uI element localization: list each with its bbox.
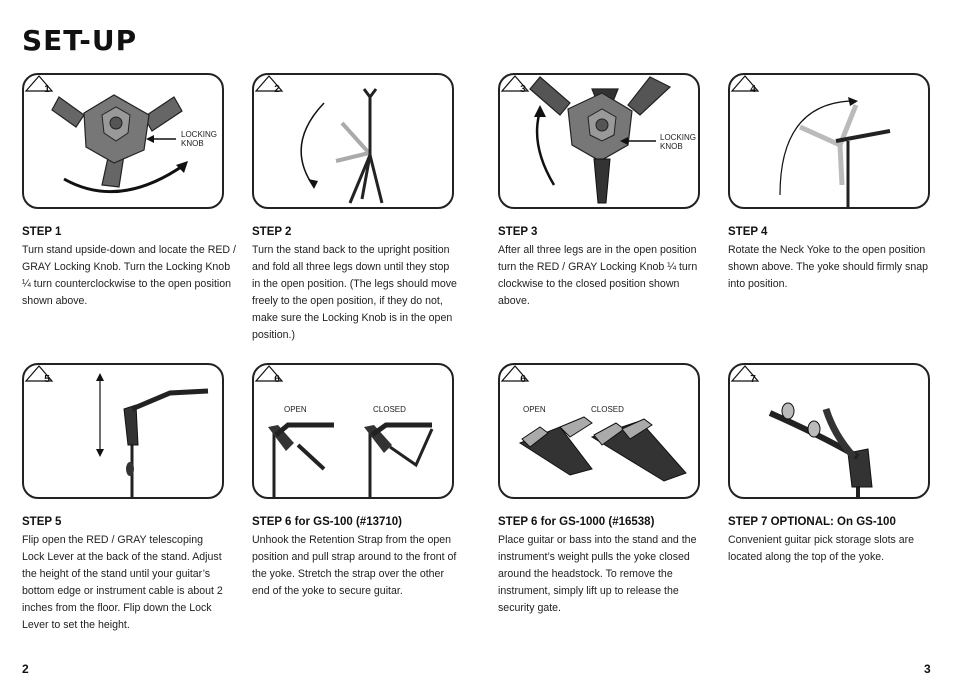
step-heading: STEP 1: [22, 226, 62, 238]
illustration-panel-6-gs1000: [498, 363, 700, 499]
step-4-text-block: [728, 226, 934, 293]
step-heading: STEP 6 for GS-1000 (#16538): [498, 516, 655, 528]
illustration-panel-7: [728, 363, 930, 499]
open-label: OPEN: [523, 405, 546, 414]
step-heading: STEP 2: [252, 226, 292, 238]
locking-knob-callout: LOCKING KNOB: [181, 130, 218, 148]
step-heading: STEP 6 for GS-100 (#13710): [252, 516, 402, 528]
illustration-panel-3: [498, 73, 700, 209]
step-badge-number: 2: [274, 84, 280, 95]
step-badge-number: 1: [44, 84, 50, 95]
step-badge-number: 6: [520, 374, 526, 385]
step-heading: STEP 7 OPTIONAL: On GS-100: [728, 516, 896, 528]
step-description: Convenient guitar pick storage slots are located along the top of the yoke.: [728, 534, 915, 563]
retention-strap-illustration: [254, 365, 454, 499]
step-7-text-block: [728, 516, 934, 566]
step-badge-number: 3: [520, 84, 526, 95]
illustration-panel-1: [22, 73, 224, 209]
step-description: Place guitar or bass into the stand and the instrument’s weight pulls the yoke closed around the headstock. To remove the instrument, simply lift up to release the security gate.: [498, 534, 697, 614]
neck-yoke-rotation-illustration: [730, 75, 930, 209]
step-heading: STEP 5: [22, 516, 62, 528]
step-badge-number: 5: [44, 374, 50, 385]
height-adjustment-illustration: [24, 365, 224, 499]
open-label: OPEN: [284, 405, 307, 414]
step-heading: STEP 4: [728, 226, 768, 238]
step-3-text-block: [498, 226, 704, 310]
illustration-panel-4: [728, 73, 930, 209]
step-6-gs1000-text-block: [498, 516, 708, 617]
step-badge-number: 4: [750, 84, 756, 95]
step-description: Turn stand upside-down and locate the RED / GRAY Locking Knob. Turn the Locking Knob ¼ turn counterclockwise to the open position shown above.: [22, 244, 236, 307]
page-title: SET-UP: [22, 24, 138, 57]
closed-label: CLOSED: [591, 405, 624, 414]
step-description: After all three legs are in the open position turn the RED / GRAY Locking Knob ¼ turn clockwise to the closed position shown above.: [498, 244, 698, 307]
stand-legs-folding-illustration: [254, 75, 454, 209]
step-2-text-block: [252, 226, 458, 344]
pick-storage-slots-illustration: [730, 365, 930, 499]
security-gate-illustration: [500, 365, 700, 499]
illustration-panel-2: [252, 73, 454, 209]
illustration-panel-6-gs100: [252, 363, 454, 499]
page-number-right: 3: [924, 662, 931, 676]
step-badge-number: 6: [274, 374, 280, 385]
illustration-panel-5: [22, 363, 224, 499]
locking-knob-callout: LOCKING KNOB: [660, 133, 697, 151]
page-number-left: 2: [22, 662, 29, 676]
step-5-text-block: [22, 516, 228, 634]
step-description: Rotate the Neck Yoke to the open position shown above. The yoke should firmly snap into position.: [728, 244, 929, 290]
closed-label: CLOSED: [373, 405, 406, 414]
step-description: Turn the stand back to the upright position and fold all three legs down until they stop in the open position. (The legs should move freely to the open position, if they do not, make sure the Locking Knob is in the open position.): [252, 244, 457, 341]
step-6-gs100-text-block: [252, 516, 458, 600]
step-1-text-block: [22, 226, 236, 310]
step-badge-number: 7: [750, 374, 756, 385]
step-heading: STEP 3: [498, 226, 538, 238]
step-description: Flip open the RED / GRAY telescoping Lock Lever at the back of the stand. Adjust the height of the stand until your guitar’s bottom edge or instrument cable is about 2 inches from the floor. Flip down the Lock Lever to set the height.: [22, 534, 223, 631]
step-description: Unhook the Retention Strap from the open position and pull strap around to the front of the yoke. Stretch the strap over the other end of the yoke to secure guitar.: [252, 534, 457, 597]
